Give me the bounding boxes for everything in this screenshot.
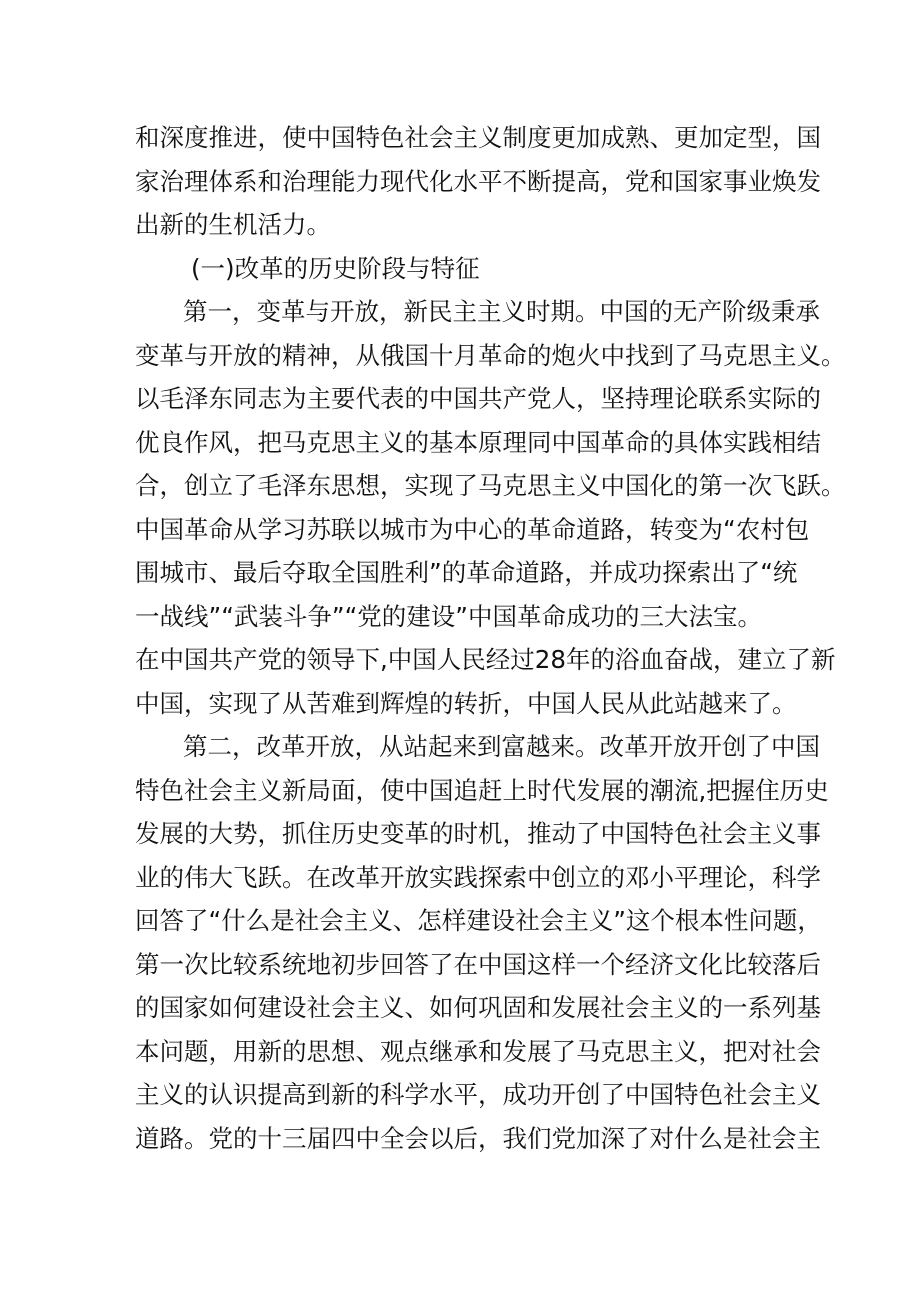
text-line: 在中国共产党的领导下,中国人民经过28年的浴血奋战，建立了新: [135, 645, 836, 674]
text-line: 特色社会主义新局面，使中国追赶上时代发展的潮流,把握住历史: [135, 775, 829, 805]
text-line: 中国，实现了从苦难到辉煌的转折，中国人民从此站越来了。: [135, 688, 797, 718]
text-line: 业的伟大飞跃。在改革开放实践探索中创立的邓小平理论，科学: [135, 862, 821, 892]
text-line: 发展的大势，抓住历史变革的时机，推动了中国特色社会主义事: [135, 819, 821, 848]
text-line: 优良作风，把马克思主义的基本原理同中国革命的具体实践相结: [135, 427, 821, 457]
text-line: 围城市、最后夺取全国胜利”的革命道路，并成功探索出了“统: [135, 558, 798, 587]
text-line: 第一次比较系统地初步回答了在中国这样一个经济文化比较落后: [135, 949, 821, 979]
text-line: 第一，变革与开放，新民主主义时期。中国的无产阶级秉承: [183, 297, 820, 326]
text-line: 一战线”“武装斗争”“党的建设”中国革命成功的三大法宝。: [135, 601, 762, 631]
text-line: 合，创立了毛泽东思想，实现了马克思主义中国化的第一次飞跃。: [135, 471, 846, 500]
section-subheading: (一)改革的历史阶段与特征: [191, 253, 480, 283]
text-line: 的国家如何建设社会主义、如何巩固和发展社会主义的一系列基: [135, 993, 821, 1022]
text-line: 道路。党的十三届四中全会以后，我们党加深了对什么是社会主: [135, 1123, 821, 1153]
text-line: 变革与开放的精神，从俄国十月革命的炮火中找到了马克思主义。: [135, 340, 846, 370]
text-line: 和深度推进，使中国特色社会主义制度更加成熟、更加定型，国: [135, 123, 821, 152]
text-line: 回答了“什么是社会主义、怎样建设社会主义”这个根本性问题，: [135, 906, 822, 935]
text-line: 以毛泽东同志为主要代表的中国共产党人，坚持理论联系实际的: [135, 384, 821, 413]
text-line: 本问题，用新的思想、观点继承和发展了马克思主义，把对社会: [135, 1036, 821, 1066]
text-line: 主义的认识提高到新的科学水平，成功开创了中国特色社会主义: [135, 1080, 821, 1109]
text-line: 家治理体系和治理能力现代化水平不断提高，党和国家事业焕发: [135, 166, 821, 196]
text-line: 出新的生机活力。: [135, 210, 331, 239]
text-line: 中国革命从学习苏联以城市为中心的革命道路，转变为“农村包: [135, 514, 810, 544]
document-body: [135, 116, 846, 1160]
text-line: 第二，改革开放，从站起来到富越来。改革开放开创了中国: [183, 732, 820, 761]
